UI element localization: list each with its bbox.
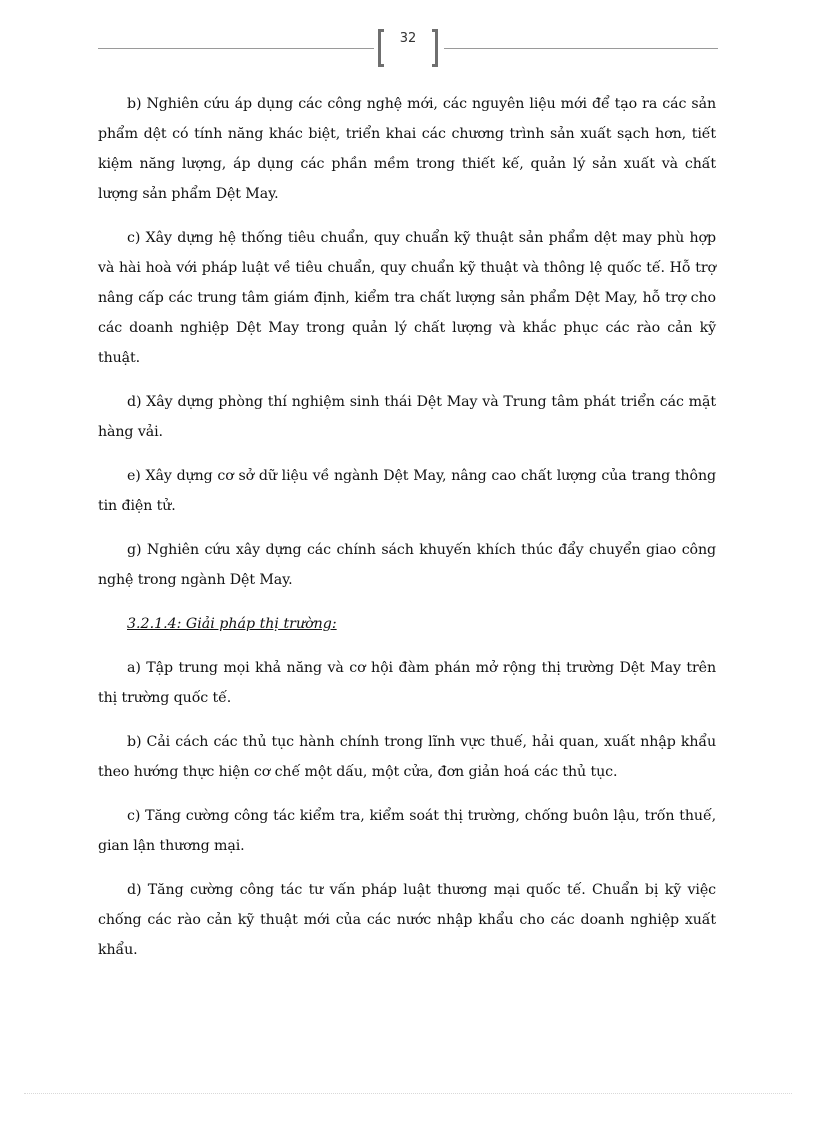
paragraph-a-market: a) Tập trung mọi khả năng và cơ hội đàm phán mở rộng thị trường Dệt May trên thị trường quốc tế. bbox=[98, 660, 716, 706]
paragraph-g-technology-transfer: g) Nghiên cứu xây dựng các chính sách khuyến khích thúc đẩy chuyển giao công nghệ trong ngành Dệt May. bbox=[98, 542, 716, 588]
page-number-frame bbox=[378, 29, 438, 70]
paragraph-d-legal-consulting: d) Tăng cường công tác tư vấn pháp luật thương mại quốc tế. Chuẩn bị kỹ việc chống các rào cản kỹ thuật mới của các nước nhập khẩu cho các doanh nghiệp xuất khẩu. bbox=[98, 882, 716, 958]
header-rule-right bbox=[444, 48, 718, 49]
page-number: 32 bbox=[399, 31, 417, 46]
paragraph-c-market-control: c) Tăng cường công tác kiểm tra, kiểm soát thị trường, chống buôn lậu, trốn thuế, gian lận thương mại. bbox=[98, 808, 716, 854]
section-heading-market-solutions: 3.2.1.4: Giải pháp thị trường: bbox=[127, 616, 337, 632]
paragraph-e-database: e) Xây dựng cơ sở dữ liệu về ngành Dệt May, nâng cao chất lượng của trang thông tin điện tử. bbox=[98, 468, 716, 514]
header-rule-left bbox=[98, 48, 374, 49]
paragraph-b-technology: b) Nghiên cứu áp dụng các công nghệ mới, các nguyên liệu mới để tạo ra các sản phẩm dệt có tính năng khác biệt, triển khai các chương trình sản xuất sạch hơn, tiết kiệm năng lượng, áp dụng các phần mềm trong thiết kế, quản lý sản xuất và chất lượng sản phẩm Dệt May. bbox=[98, 96, 716, 202]
paragraph-c-standards: c) Xây dựng hệ thống tiêu chuẩn, quy chuẩn kỹ thuật sản phẩm dệt may phù hợp và hài hoà với pháp luật về tiêu chuẩn, quy chuẩn kỹ thuật và thông lệ quốc tế. Hỗ trợ nâng cấp các trung tâm giám định, kiểm tra chất lượng sản phẩm Dệt May, hỗ trợ cho các doanh nghiệp Dệt May trong quản lý chất lượng và khắc phục các rào cản kỹ thuật. bbox=[98, 230, 716, 366]
paragraph-b-administrative-reform: b) Cải cách các thủ tục hành chính trong lĩnh vực thuế, hải quan, xuất nhập khẩu theo hướng thực hiện cơ chế một dấu, một cửa, đơn giản hoá các thủ tục. bbox=[98, 734, 716, 780]
page-body bbox=[98, 89, 716, 979]
footer-dotted-line bbox=[24, 1093, 792, 1094]
right-bracket-icon bbox=[432, 29, 438, 67]
paragraph-d-laboratory: d) Xây dựng phòng thí nghiệm sinh thái Dệt May và Trung tâm phát triển các mặt hàng vải. bbox=[98, 394, 716, 440]
